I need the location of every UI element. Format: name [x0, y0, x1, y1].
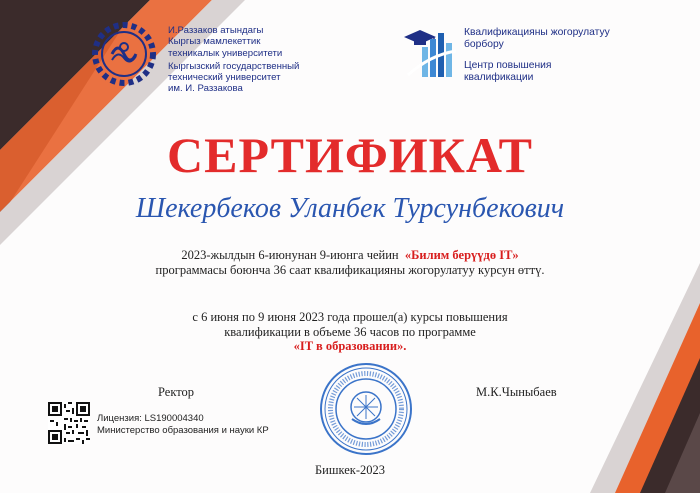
center-name-kg-line: Квалификацияны жогорулатуу: [464, 27, 610, 38]
license-number: Лицензия: LS190004340: [97, 413, 204, 424]
course-hours-kg: программасы боюнча 36 саат квалификацияны жогорулатуу курсун өттү.: [155, 262, 545, 277]
signatory-role: Ректор: [158, 385, 195, 399]
university-name-ru-line: Кыргызский государственный: [168, 60, 300, 72]
qr-code-icon: [48, 402, 90, 444]
course-description-kg: [0, 248, 700, 277]
bottom-right-corner-decoration: [570, 263, 700, 493]
course-description-ru: [0, 310, 700, 354]
center-name-ru-line: квалификации: [464, 72, 534, 84]
program-name-ru: «IT в образовании».: [293, 339, 407, 353]
training-center-name: [464, 27, 610, 84]
recipient-name: Шекербеков Уланбек Турсунбекович: [135, 193, 565, 224]
certificate-title: СЕРТИФИКАТ: [166, 127, 533, 183]
university-name: [168, 25, 299, 95]
course-hours-ru: квалификации в объеме 36 часов по программе: [224, 324, 476, 339]
license-issuer: Министерство образования и науки КР: [97, 424, 269, 436]
university-name-kg-line: И.Раззаков атындагы: [168, 25, 264, 36]
center-name-ru-line: Центр повышения: [464, 60, 552, 72]
course-dates-kg: 2023-жылдын 6-июнунан 9-июнга чейин: [181, 248, 399, 262]
program-name-kg: «Билим берүүдө IT»: [404, 248, 519, 262]
official-seal-stamp: [318, 361, 414, 457]
university-name-kg-line: Кыргыз мамлекеттик: [168, 36, 261, 48]
city-year: Бишкек-2023: [314, 463, 386, 477]
university-name-kg-line: техникалык университети: [168, 47, 283, 59]
course-dates-ru: с 6 июня по 9 июня 2023 года прошел(а) курсы повышения: [192, 310, 508, 324]
license-info: [97, 413, 269, 436]
training-center-logo-icon: [400, 25, 460, 83]
university-name-ru-line: технический университет: [168, 72, 281, 84]
university-logo-icon: [92, 22, 156, 86]
university-name-ru-line: им. И. Раззакова: [168, 83, 243, 95]
center-name-kg-line: борбору: [464, 38, 504, 50]
signatory-name: М.К.Чыныбаев: [476, 385, 557, 399]
